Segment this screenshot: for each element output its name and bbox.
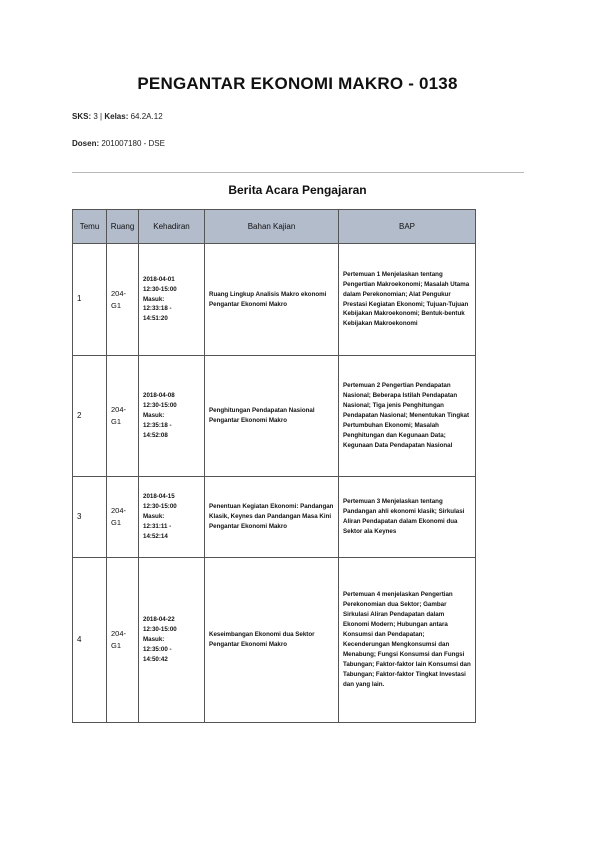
kehadiran-out: 14:50:42 [143, 655, 168, 663]
cell-ruang: 204-G1 [107, 356, 139, 477]
cell-bahan-kajian [205, 244, 339, 356]
kehadiran-in: 12:33:18 - [143, 305, 172, 313]
bahan-course: Pengantar Ekonomi Makro [209, 300, 288, 308]
table-row [73, 356, 476, 477]
kehadiran-in: 12:31:11 - [143, 522, 172, 530]
cell-bap: Pertemuan 2 Pengertian Pendapatan Nasional; Beberapa Istilah Pendapatan Nasional; Tiga jenis Penghitungan Pendapatan Nasional; Menentukan Tingkat Pertumbuhan Ekonomi; Masalah Penghitungan dan Kegunaan Data; Kegunaan Data Pendapatan Nasional [339, 356, 476, 477]
kelas-label: Kelas: [104, 112, 129, 121]
cell-bahan-kajian [205, 356, 339, 477]
kehadiran-date: 2018-04-01 [143, 275, 175, 283]
cell-bahan-kajian [205, 477, 339, 558]
kelas-value: 64.2A.12 [130, 112, 163, 121]
kehadiran-date: 2018-04-15 [143, 493, 175, 501]
bahan-topic: Keseimbangan Ekonomi dua Sektor [209, 631, 315, 639]
cell-bap: Pertemuan 1 Menjelaskan tentang Pengertian Makroekonomi; Masalah Utama dalam Perekonomian; Alat Pengukur Prestasi Kegiatan Ekonomi; Tujuan-Tujuan Kebijakan Makroekonomi; Bentuk-bentuk Kebijakan Makroekonomi [339, 244, 476, 356]
kehadiran-label: Masuk: [143, 636, 165, 644]
kehadiran-schedule: 12:30-15:00 [143, 285, 177, 293]
bahan-course: Pengantar Ekonomi Makro [209, 641, 288, 648]
bahan-topic: Penentuan Kegiatan Ekonomi: Pandangan Klasik, Keynes dan Pandangan Masa Kini [209, 503, 336, 521]
cell-kehadiran [139, 356, 205, 477]
section-title: Berita Acara Pengajaran [228, 183, 367, 197]
kehadiran-in: 12:35:18 - [143, 421, 172, 429]
kehadiran-schedule: 12:30-15:00 [143, 402, 177, 410]
cell-kehadiran [139, 558, 205, 723]
dosen-value: 201007180 - DSE [101, 139, 165, 148]
kehadiran-label: Masuk: [143, 295, 165, 303]
bap-table [72, 209, 476, 723]
bahan-topic: Ruang Lingkup Analisis Makro ekonomi [209, 290, 327, 298]
kehadiran-out: 14:52:08 [143, 431, 168, 439]
kehadiran-out: 14:51:20 [143, 315, 168, 323]
bahan-course: Pengantar Ekonomi Makro [209, 522, 288, 530]
kehadiran-label: Masuk: [143, 513, 165, 521]
cell-kehadiran [139, 477, 205, 558]
cell-kehadiran [139, 244, 205, 356]
meta-separator: | [100, 112, 103, 121]
sks-label: SKS: [72, 112, 92, 121]
class-info [72, 112, 163, 121]
cell-temu: 3 [73, 477, 107, 558]
cell-temu: 1 [73, 244, 107, 356]
cell-temu: 2 [73, 356, 107, 477]
cell-ruang: 204-G1 [107, 244, 139, 356]
table-row [73, 244, 476, 356]
cell-bap: Pertemuan 4 menjelaskan Pengertian Perekonomian dua Sektor; Gambar Sirkulasi Aliran Pendapatan dalam Ekonomi Modern; Hubungan antara Konsumsi dan Pendapatan; Kecenderungan Mengkonsumsi dan Menabung; Fungsi Konsumsi dan Fungsi Tabungan; Faktor-faktor lain Konsumsi dan Tabungan; Faktor-faktor Tingkat Investasi dan yang lain. [339, 558, 476, 723]
header-ruang: Ruang [107, 210, 139, 244]
page-title: PENGANTAR EKONOMI MAKRO - 0138 [137, 74, 458, 93]
cell-ruang: 204-G1 [107, 558, 139, 723]
table-row [73, 558, 476, 723]
kehadiran-date: 2018-04-22 [143, 616, 175, 624]
kehadiran-schedule: 12:30-15:00 [143, 626, 177, 634]
cell-bahan-kajian [205, 558, 339, 723]
kehadiran-label: Masuk: [143, 412, 165, 420]
table-row [73, 477, 476, 558]
header-bap: BAP [339, 210, 476, 244]
divider [72, 172, 524, 173]
cell-temu: 4 [73, 558, 107, 723]
dosen-label: Dosen: [72, 139, 100, 148]
bahan-topic: Penghitungan Pendapatan Nasional [209, 407, 315, 415]
header-bahan-kajian: Bahan Kajian [205, 210, 339, 244]
table-header-row [73, 210, 476, 244]
lecturer-info [72, 139, 165, 148]
kehadiran-in: 12:35:00 - [143, 645, 172, 653]
kehadiran-date: 2018-04-08 [143, 392, 175, 400]
cell-ruang: 204-G1 [107, 477, 139, 558]
header-kehadiran: Kehadiran [139, 210, 205, 244]
cell-bap: Pertemuan 3 Menjelaskan tentang Pandangan ahli ekonomi klasik; Sirkulasi Aliran Pendapatan dalam Ekonomi dua Sektor ala Keynes [339, 477, 476, 558]
bahan-course: Pengantar Ekonomi Makro [209, 417, 288, 424]
kehadiran-out: 14:52:14 [143, 532, 168, 540]
sks-value: 3 [93, 112, 98, 121]
header-temu: Temu [73, 210, 107, 244]
kehadiran-schedule: 12:30-15:00 [143, 503, 177, 511]
